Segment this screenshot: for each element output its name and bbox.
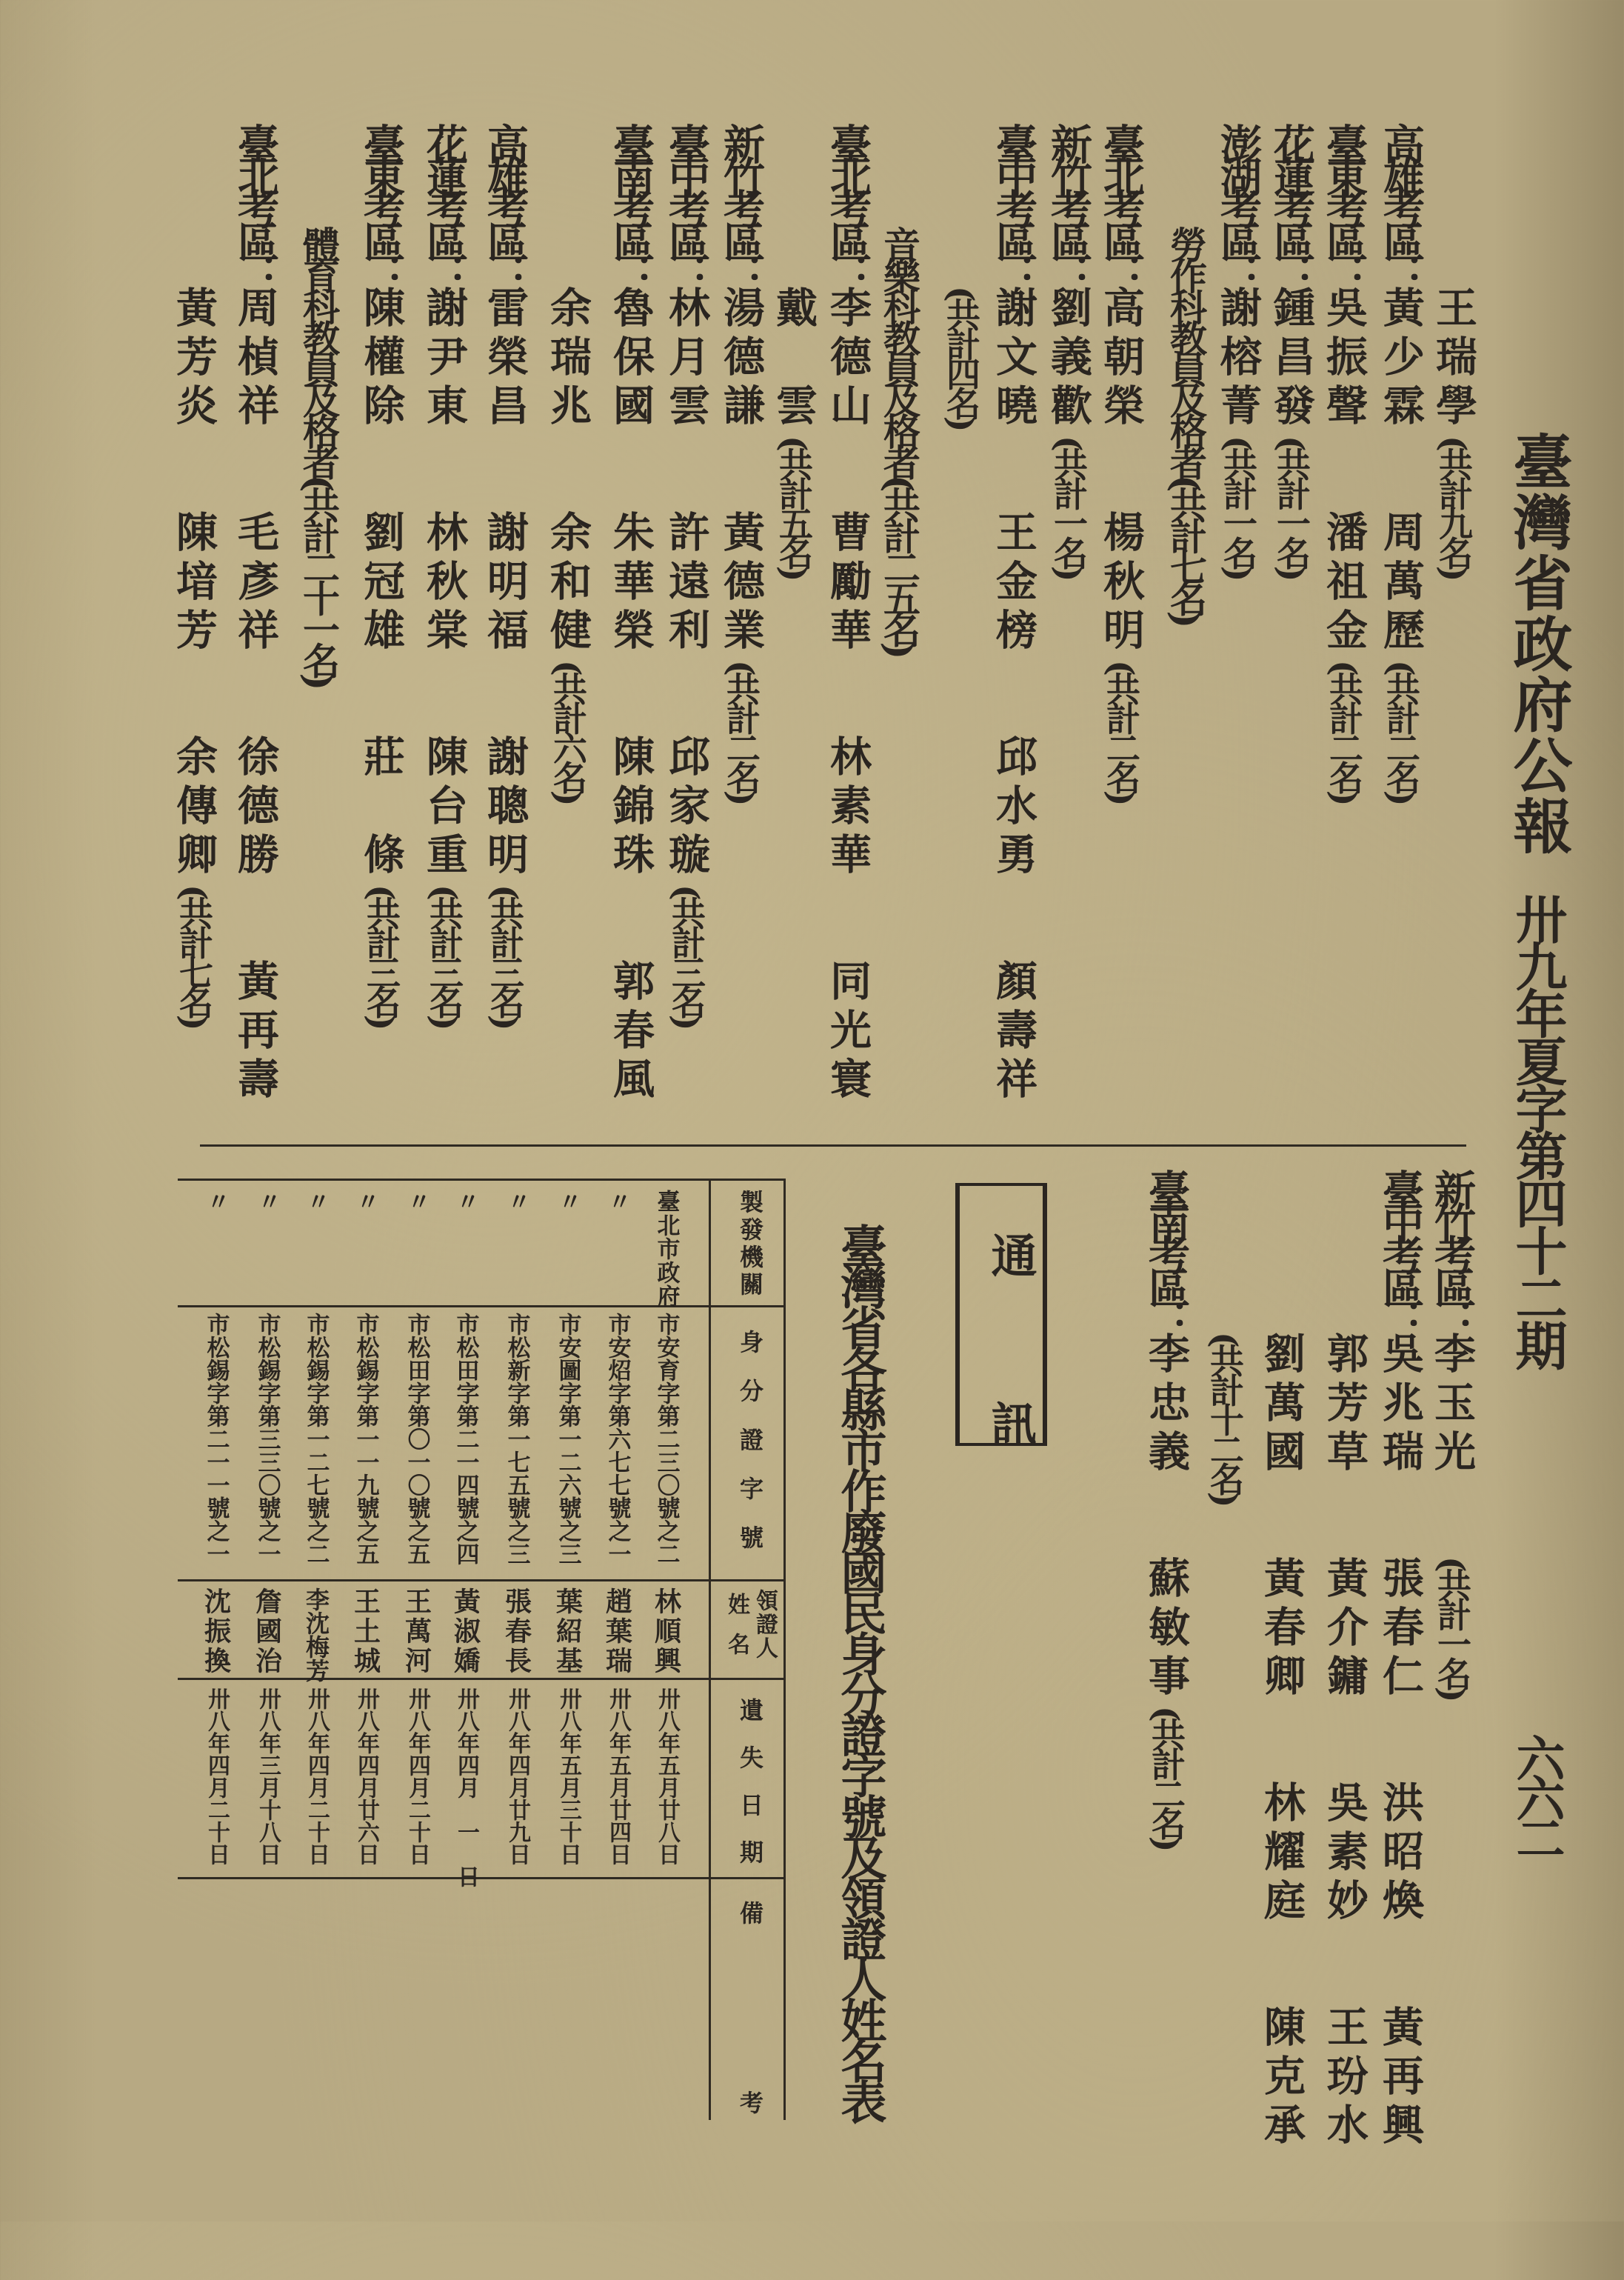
candidate-name: 蘇敏事 — [1142, 1556, 1191, 1703]
page-number: 六六二 — [1508, 1733, 1565, 1853]
recipient-name-cell — [249, 1587, 286, 1676]
total-count: (共計一名) — [1432, 1556, 1472, 1699]
id-number-cell — [498, 1313, 535, 1565]
recipient-name-cell — [648, 1587, 685, 1676]
district-label: 臺中考區： — [1376, 1169, 1425, 1332]
candidate-name: 雷榮昌 — [481, 286, 529, 433]
notice-label-box — [955, 1183, 1047, 1568]
candidate-name: 謝聰明 — [481, 735, 529, 881]
district-label: 臺中考區： — [989, 123, 1038, 286]
header-lost-date: 遺失日期 — [736, 1698, 764, 1887]
id-number-cell-text: 市松錫字第一一九號之五 — [352, 1313, 379, 1565]
exam-district-column — [718, 123, 765, 802]
recipient-name-cell-text: 張春長 — [501, 1587, 532, 1676]
district-label: 臺東考區： — [357, 123, 406, 286]
exam-district-column — [1377, 123, 1425, 802]
agency-cell — [298, 1190, 335, 1213]
district-label: 高雄考區： — [481, 123, 529, 286]
candidate-name: 鍾昌發 — [1267, 286, 1316, 433]
total-count: (共計三名) — [361, 884, 401, 1027]
candidate-name: 余和健 — [544, 510, 592, 657]
candidate-name: 謝尹東 — [420, 286, 469, 433]
candidate-name: 邱家璇 — [662, 735, 711, 881]
exam-district-column — [938, 286, 985, 428]
id-number-cell-text: 市松錫字第三三〇號之一 — [253, 1313, 281, 1565]
id-number-cell — [198, 1313, 235, 1565]
candidate-name: 林月雲 — [662, 286, 711, 433]
lost-date-cell — [249, 1687, 286, 1865]
exam-district-column — [1143, 1169, 1190, 1848]
candidate-name: 李忠義 — [1142, 1332, 1191, 1479]
district-label: 臺南考區： — [607, 123, 655, 286]
recipient-name-cell — [447, 1587, 484, 1676]
total-count: (共計二名) — [1324, 660, 1364, 802]
candidate-name: 戴 雲 — [769, 286, 818, 433]
candidate-name: 顏壽祥 — [989, 959, 1038, 1106]
recipient-name-cell-text: 詹國治 — [251, 1587, 283, 1676]
agency-cell-text: 〃 — [253, 1190, 281, 1213]
agency-cell — [498, 1190, 535, 1213]
district-label: 新竹考區： — [1428, 1169, 1477, 1332]
agency-cell — [648, 1190, 685, 1308]
id-number-cell-text: 市松新字第一七五號之三 — [503, 1313, 530, 1565]
id-number-cell-text: 市松田字第二一四號之四 — [452, 1313, 479, 1565]
total-count: (共計六名) — [548, 660, 588, 802]
exam-district-column — [663, 123, 710, 1027]
candidate-name: 湯德謙 — [717, 286, 766, 433]
id-number-cell — [648, 1313, 685, 1565]
exam-district-column — [607, 123, 655, 1109]
table-rule — [178, 1678, 785, 1680]
agency-cell — [249, 1190, 286, 1213]
id-number-cell-text: 市安圖字第一二六號之三 — [554, 1313, 581, 1565]
lost-date-cell — [599, 1687, 636, 1865]
exam-district-column — [770, 286, 818, 578]
lost-date-cell-text: 卅八年四月二十日 — [404, 1687, 430, 1865]
lost-date-cell-text: 卅八年五月廿四日 — [605, 1687, 631, 1865]
candidate-name: 黃再壽 — [231, 959, 280, 1106]
total-count: (共計九名) — [1434, 436, 1474, 578]
district-label: 臺北考區： — [823, 123, 872, 286]
recipient-name-cell — [298, 1587, 335, 1682]
candidate-name: 王玢水 — [1320, 2005, 1369, 2152]
total-count: (共計三名) — [485, 884, 525, 1027]
agency-cell — [347, 1190, 384, 1213]
candidate-name: 郭春風 — [607, 959, 655, 1106]
exam-district-column — [1097, 123, 1145, 802]
recipient-name-cell — [398, 1587, 435, 1676]
id-number-cell — [549, 1313, 587, 1565]
exam-district-column — [1201, 1332, 1249, 1504]
candidate-name: 王金榜 — [989, 510, 1038, 657]
candidate-name: 周楨祥 — [231, 286, 280, 433]
candidate-name: 黃再興 — [1376, 2005, 1425, 2152]
candidate-name: 李玉光 — [1428, 1332, 1477, 1479]
candidate-name: 周萬歷 — [1377, 510, 1426, 657]
recipient-name-cell — [198, 1587, 235, 1676]
lost-date-cell-text: 卅八年四月廿六日 — [353, 1687, 379, 1865]
agency-cell-text: 〃 — [202, 1190, 230, 1213]
candidate-name: 黃德業 — [717, 510, 766, 657]
lost-date-cell — [549, 1687, 587, 1865]
section-heading-column — [875, 226, 923, 653]
total-count: (共計二名) — [721, 660, 761, 802]
recipient-name-cell-text: 葉紹基 — [552, 1587, 584, 1676]
exam-district-column — [544, 286, 592, 802]
candidate-name: 張春仁 — [1376, 1556, 1425, 1703]
table-title: 臺灣省各縣市作廢國民身分證字號及領證人姓名表 — [833, 1223, 887, 2119]
table-rule — [178, 1579, 785, 1581]
candidate-name: 余傳卿 — [170, 735, 218, 881]
candidate-name: 高朝榮 — [1097, 286, 1146, 433]
exam-district-column — [358, 123, 405, 1027]
agency-cell — [198, 1190, 235, 1213]
table-border-right — [783, 1179, 786, 2120]
agency-cell-text: 〃 — [452, 1190, 479, 1213]
exam-district-column — [1428, 1169, 1476, 1699]
exam-district-column — [824, 123, 872, 1109]
total-count: (共計一名) — [1049, 436, 1089, 578]
district-label: 臺南考區： — [1142, 1169, 1191, 1332]
exam-district-column — [1268, 123, 1315, 578]
candidate-name: 邱水勇 — [989, 735, 1038, 881]
id-number-cell — [347, 1313, 384, 1565]
candidate-name: 陳堷芳 — [170, 510, 218, 657]
agency-cell — [599, 1190, 636, 1213]
agency-cell-text: 臺北市政府 — [652, 1190, 680, 1308]
recipient-name-cell-text: 王萬河 — [401, 1587, 432, 1676]
exam-district-column — [481, 123, 529, 1027]
table-border-top — [178, 1179, 785, 1181]
lost-date-cell — [198, 1687, 235, 1865]
lost-date-cell-text: 卅八年五月三十日 — [555, 1687, 581, 1865]
agency-cell-text: 〃 — [403, 1190, 430, 1213]
district-label: 新竹考區： — [717, 123, 766, 286]
candidate-name: 吳振聲 — [1320, 286, 1369, 433]
recipient-name-cell — [347, 1587, 384, 1676]
total-count: (共計七名) — [174, 884, 214, 1027]
id-number-cell — [599, 1313, 636, 1565]
district-label: 澎湖考區： — [1214, 123, 1263, 286]
candidate-name: 許遠利 — [662, 510, 711, 657]
district-label: 新竹考區： — [1044, 123, 1093, 286]
id-number-cell-text: 市松錫字第二一一號之一 — [202, 1313, 230, 1565]
candidate-name: 黃春卿 — [1257, 1556, 1306, 1703]
total-count: (共計三名) — [424, 884, 464, 1027]
candidate-name: 林耀庭 — [1257, 1781, 1306, 1927]
candidate-name: 曹勵華 — [823, 510, 872, 657]
candidate-name: 莊 條 — [357, 735, 406, 881]
candidate-name: 同光寰 — [823, 959, 872, 1106]
lost-date-cell — [398, 1687, 435, 1865]
id-number-cell-text: 市松田字第〇一〇號之五 — [403, 1313, 430, 1565]
recipient-name-cell — [549, 1587, 587, 1676]
agency-cell-text: 〃 — [503, 1190, 530, 1213]
lost-date-cell — [648, 1687, 685, 1865]
candidate-name: 陳克承 — [1257, 2005, 1306, 2152]
issue-number: 卅九年夏字第四十二期 — [1507, 893, 1568, 1367]
section-divider — [200, 1144, 1466, 1147]
candidate-name: 黃少霖 — [1377, 286, 1426, 433]
agency-cell-text: 〃 — [554, 1190, 581, 1213]
header-agency: 製發機關 — [736, 1190, 764, 1299]
total-count: (共計二名) — [1101, 660, 1141, 802]
id-number-cell-text: 市安炤字第六七七號之一 — [604, 1313, 631, 1565]
candidate-name: 謝明福 — [481, 510, 529, 657]
table-header-divider — [709, 1179, 711, 2120]
candidate-name: 陳錦珠 — [607, 735, 655, 881]
recipient-name-cell-text: 李沈梅芳 — [302, 1587, 330, 1682]
total-count: (共計一名) — [1272, 436, 1311, 578]
agency-cell — [549, 1190, 587, 1213]
district-label: 臺北考區： — [231, 123, 280, 286]
exam-district-column — [232, 123, 279, 1109]
total-count: (共計二名) — [1381, 660, 1421, 802]
lost-date-cell-text: 卅八年三月十八日 — [255, 1687, 281, 1865]
candidate-name: 謝文曉 — [989, 286, 1038, 433]
candidate-name: 黃芳炎 — [170, 286, 218, 433]
candidate-name: 魯保國 — [607, 286, 655, 433]
recipient-name-cell-text: 黃淑嬌 — [450, 1587, 481, 1676]
exam-district-column — [1045, 123, 1092, 578]
total-count: (共計十二名) — [1205, 1332, 1245, 1504]
candidate-name: 劉萬國 — [1257, 1332, 1306, 1479]
candidate-name: 劉冠雄 — [357, 510, 406, 657]
candidate-name: 黃介鏞 — [1320, 1556, 1369, 1703]
candidate-name: 朱華榮 — [607, 510, 655, 657]
header-recipient-name: 姓名 — [724, 1593, 749, 1673]
candidate-name: 林素華 — [823, 735, 872, 881]
candidate-name: 余瑞兆 — [544, 286, 592, 433]
total-count: (共計一名) — [1218, 436, 1258, 578]
recipient-name-cell-text: 沈振換 — [200, 1587, 232, 1676]
district-label: 高雄考區： — [1377, 123, 1426, 286]
district-label: 花蓮考區： — [420, 123, 469, 286]
exam-district-column — [1214, 123, 1262, 578]
candidate-name: 林秋棠 — [420, 510, 469, 657]
agency-cell-text: 〃 — [352, 1190, 379, 1213]
lost-date-cell — [498, 1687, 535, 1865]
exam-district-column — [1430, 286, 1477, 578]
id-number-cell-text: 市松錫字第一二七號之二 — [302, 1313, 330, 1565]
section-heading-column — [295, 226, 342, 684]
lost-date-cell-text: 卅八年四月二十日 — [304, 1687, 330, 1865]
candidate-name: 謝榕菁 — [1214, 286, 1263, 433]
id-number-cell — [249, 1313, 286, 1565]
exam-district-column — [1258, 1332, 1306, 2155]
section-heading-column — [1162, 226, 1209, 622]
id-number-cell-text: 市安育字第二三〇號之二 — [652, 1313, 680, 1565]
exam-district-column — [170, 286, 218, 1027]
exam-district-column — [1320, 123, 1368, 802]
candidate-name: 郭芳草 — [1320, 1332, 1369, 1479]
candidate-name: 吳素妙 — [1320, 1781, 1369, 1927]
candidate-name: 洪昭煥 — [1376, 1781, 1425, 1927]
header-id-number: 身分證字號 — [736, 1330, 764, 1574]
exam-district-column — [1321, 1332, 1369, 2155]
section-heading: 勞作科教員及格者(共計七名) — [1164, 226, 1208, 623]
notice-label: 通訊 — [983, 1232, 1037, 1568]
district-label: 臺北考區： — [1097, 123, 1146, 286]
candidate-name: 楊秋明 — [1097, 510, 1146, 657]
district-label: 花蓮考區： — [1267, 123, 1316, 286]
candidate-name: 潘祖金 — [1320, 510, 1369, 657]
total-count: (共計二名) — [1146, 1706, 1186, 1848]
header-remarks: 備考 — [736, 1901, 764, 2280]
lost-date-cell — [447, 1687, 484, 1887]
lost-date-cell-text: 卅八年四月廿九日 — [504, 1687, 530, 1865]
agency-cell-text: 〃 — [302, 1190, 330, 1213]
header-recipient: 領證人 — [752, 1589, 778, 1660]
lost-date-cell — [347, 1687, 384, 1865]
candidate-name: 陳台重 — [420, 735, 469, 881]
exam-district-column — [990, 123, 1037, 1109]
total-count: (共計五名) — [774, 436, 814, 578]
district-label: 臺中考區： — [662, 123, 711, 286]
lost-date-cell-text: 卅八年四月 一 日 — [453, 1687, 479, 1887]
district-label: 臺東考區： — [1320, 123, 1369, 286]
gazette-title: 臺灣省政府公報 — [1503, 431, 1573, 856]
recipient-name-cell — [599, 1587, 636, 1676]
agency-cell — [398, 1190, 435, 1213]
candidate-name: 李德山 — [823, 286, 872, 433]
lost-date-cell-text: 卅八年四月二十日 — [204, 1687, 230, 1865]
candidate-name: 王瑞學 — [1429, 286, 1478, 433]
recipient-name-cell-text: 王土城 — [350, 1587, 381, 1676]
agency-cell — [447, 1190, 484, 1213]
agency-cell-text: 〃 — [604, 1190, 631, 1213]
recipient-name-cell-text: 林順興 — [650, 1587, 682, 1676]
total-count: (共計四名) — [941, 286, 981, 428]
id-number-cell — [398, 1313, 435, 1565]
recipient-name-cell-text: 趙葉瑞 — [601, 1587, 633, 1676]
candidate-name: 劉義歡 — [1044, 286, 1093, 433]
id-number-cell — [298, 1313, 335, 1565]
candidate-name: 吳兆瑞 — [1376, 1332, 1425, 1479]
recipient-name-cell — [498, 1587, 535, 1676]
candidate-name: 徐德勝 — [231, 735, 280, 881]
candidate-name: 毛彥祥 — [231, 510, 280, 657]
candidate-name: 陳權除 — [357, 286, 406, 433]
table-rule — [178, 1305, 785, 1307]
exam-district-column — [1377, 1169, 1424, 2155]
section-heading: 音樂科教員及格者(共計二五名) — [878, 226, 921, 654]
lost-date-cell — [298, 1687, 335, 1865]
exam-district-column — [421, 123, 468, 1027]
id-number-cell — [447, 1313, 484, 1565]
total-count: (共計三名) — [666, 884, 706, 1027]
lost-date-cell-text: 卅八年五月廿八日 — [654, 1687, 680, 1865]
section-heading: 體育科教員及格者(共計二十一名) — [297, 226, 341, 685]
